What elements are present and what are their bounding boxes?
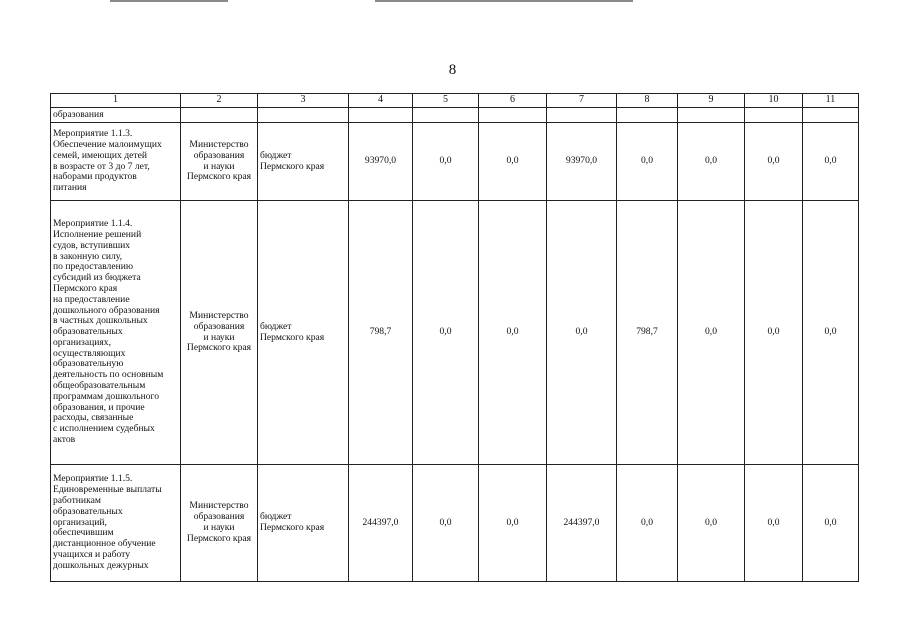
empty-cell [258, 108, 349, 123]
measure-name-cell-line: Мероприятие 1.1.5. [53, 473, 133, 485]
executor-cell-line: Министерство [189, 309, 249, 321]
measure-name-cell-line: в частных дошкольных [53, 315, 148, 327]
executor-cell [181, 123, 258, 201]
measure-name-cell-line: с исполнением судебных [53, 423, 155, 435]
table-row [51, 201, 859, 465]
measure-name-cell-line: организаций, [53, 516, 107, 528]
executor-cell-line: Пермского края [186, 171, 252, 183]
measure-name-cell-line: организациях, [53, 336, 111, 348]
continuation-cell: образования [51, 108, 181, 123]
funding-source-cell-line: бюджет [260, 149, 292, 161]
value-cell: 244397,0 [547, 465, 617, 582]
value-cell: 0,0 [413, 201, 479, 465]
executor-cell-line: Министерство [189, 138, 249, 150]
executor-cell-line: Пермского края [186, 532, 252, 544]
empty-cell [479, 108, 547, 123]
funding-source-cell-line: Пермского края [260, 522, 325, 533]
measure-name-cell-line: субсидий из бюджета [53, 272, 141, 284]
measure-name-cell-line: осуществляющих [53, 347, 126, 359]
value-cell: 0,0 [617, 465, 678, 582]
empty-cell [745, 108, 803, 123]
value-cell: 0,0 [803, 123, 859, 201]
column-header: 11 [803, 94, 859, 108]
measure-name-cell-line: обеспечившим [53, 527, 114, 539]
value-cell: 0,0 [745, 201, 803, 465]
column-header: 8 [617, 94, 678, 108]
executor-cell [181, 201, 258, 465]
value-cell: 0,0 [479, 123, 547, 201]
executor-cell-line: образования [193, 320, 245, 332]
value-cell: 0,0 [479, 465, 547, 582]
continuation-row [51, 108, 859, 123]
empty-cell [678, 108, 745, 123]
funding-source-cell-line: Пермского края [260, 160, 325, 172]
value-cell: 0,0 [745, 123, 803, 201]
measure-name-cell-line: в законную силу, [53, 250, 122, 262]
measure-name-cell-line: образования, и прочие [53, 401, 145, 413]
funding-source-cell-line: Пермского края [260, 331, 325, 343]
measure-name-cell-line: образовательных [53, 505, 123, 517]
empty-cell [803, 108, 859, 123]
measure-name-cell [51, 123, 181, 201]
scan-artifact-line [110, 0, 228, 2]
value-cell: 0,0 [413, 465, 479, 582]
value-cell: 0,0 [617, 123, 678, 201]
column-header: 10 [745, 94, 803, 108]
measure-name-cell-line: Мероприятие 1.1.3. [53, 128, 133, 140]
executor-cell-line: и науки [203, 331, 235, 343]
value-cell: 0,0 [803, 201, 859, 465]
value-cell: 0,0 [745, 465, 803, 582]
column-header: 5 [413, 94, 479, 108]
column-header: 6 [479, 94, 547, 108]
measure-name-cell-line: Обеспечение малоимущих [53, 138, 162, 150]
measure-name-cell-line: программам дошкольного [53, 390, 160, 402]
funding-source-cell-line: бюджет [260, 320, 292, 332]
column-header: 1 [51, 94, 181, 108]
value-cell: 798,7 [617, 201, 678, 465]
measure-name-cell-line: расходы, связанные [53, 412, 134, 424]
column-number-row [51, 94, 859, 108]
measure-name-cell-line: работникам [53, 495, 101, 506]
measure-name-cell-line: актов [53, 434, 76, 446]
empty-cell [349, 108, 413, 123]
value-cell: 244397,0 [349, 465, 413, 582]
column-header: 9 [678, 94, 745, 108]
value-cell: 0,0 [413, 123, 479, 201]
column-header: 2 [181, 94, 258, 108]
column-header: 4 [349, 94, 413, 108]
funding-source-cell [258, 465, 349, 582]
measure-name-cell-line: дошкольных дежурных [53, 559, 149, 571]
empty-cell [413, 108, 479, 123]
value-cell: 798,7 [349, 201, 413, 465]
measure-name-cell-line: судов, вступивших [53, 239, 131, 251]
column-header: 7 [547, 94, 617, 108]
measure-name-cell [51, 201, 181, 465]
value-cell: 0,0 [678, 123, 745, 201]
executor-cell-line: и науки [203, 160, 235, 172]
value-cell: 0,0 [479, 201, 547, 465]
measure-name-cell-line: дошкольного образования [53, 304, 160, 316]
value-cell: 0,0 [547, 201, 617, 465]
table-row [51, 123, 859, 201]
measure-name-cell-line: дистанционное обучение [53, 538, 156, 550]
funding-source-cell [258, 201, 349, 465]
measure-name-cell-line: питания [53, 182, 87, 194]
executor-cell-line: Министерство [189, 500, 249, 512]
measure-name-cell-line: образовательную [53, 358, 124, 370]
measure-name-cell-line: Единовременные выплаты [53, 484, 162, 496]
measure-name-cell-line: Исполнение решений [53, 228, 142, 240]
executor-cell-line: и науки [203, 522, 235, 533]
measure-name-cell-line: Пермского края [53, 282, 118, 294]
measure-name-cell-line: в возрасте от 3 до 7 лет, [53, 160, 150, 172]
executor-cell-line: образования [193, 511, 245, 523]
funding-source-cell-line: бюджет [260, 511, 292, 523]
measure-name-cell-line: по предоставлению [53, 261, 134, 273]
page-number: 8 [448, 62, 457, 78]
executor-cell-line: образования [193, 149, 245, 161]
value-cell: 0,0 [803, 465, 859, 582]
executor-cell-line: Пермского края [186, 342, 252, 354]
table-row [51, 465, 859, 582]
measure-name-cell-line: учащихся и работу [53, 548, 130, 560]
value-cell: 93970,0 [349, 123, 413, 201]
funding-source-cell [258, 123, 349, 201]
scan-artifact-line [375, 0, 633, 2]
empty-cell [547, 108, 617, 123]
program-table [50, 93, 859, 582]
measure-name-cell [51, 465, 181, 582]
empty-cell [617, 108, 678, 123]
measure-name-cell-line: Мероприятие 1.1.4. [53, 218, 133, 230]
measure-name-cell-line: образовательных [53, 326, 123, 338]
measure-name-cell-line: деятельность по основным [53, 369, 164, 381]
measure-name-cell-line: семей, имеющих детей [53, 149, 147, 161]
executor-cell [181, 465, 258, 582]
measure-name-cell-line: наборами продуктов [53, 171, 137, 183]
value-cell: 0,0 [678, 201, 745, 465]
empty-cell [181, 108, 258, 123]
measure-name-cell-line: общеобразовательным [53, 380, 146, 392]
column-header: 3 [258, 94, 349, 108]
value-cell: 0,0 [678, 465, 745, 582]
value-cell: 93970,0 [547, 123, 617, 201]
measure-name-cell-line: на предоставление [53, 293, 130, 305]
